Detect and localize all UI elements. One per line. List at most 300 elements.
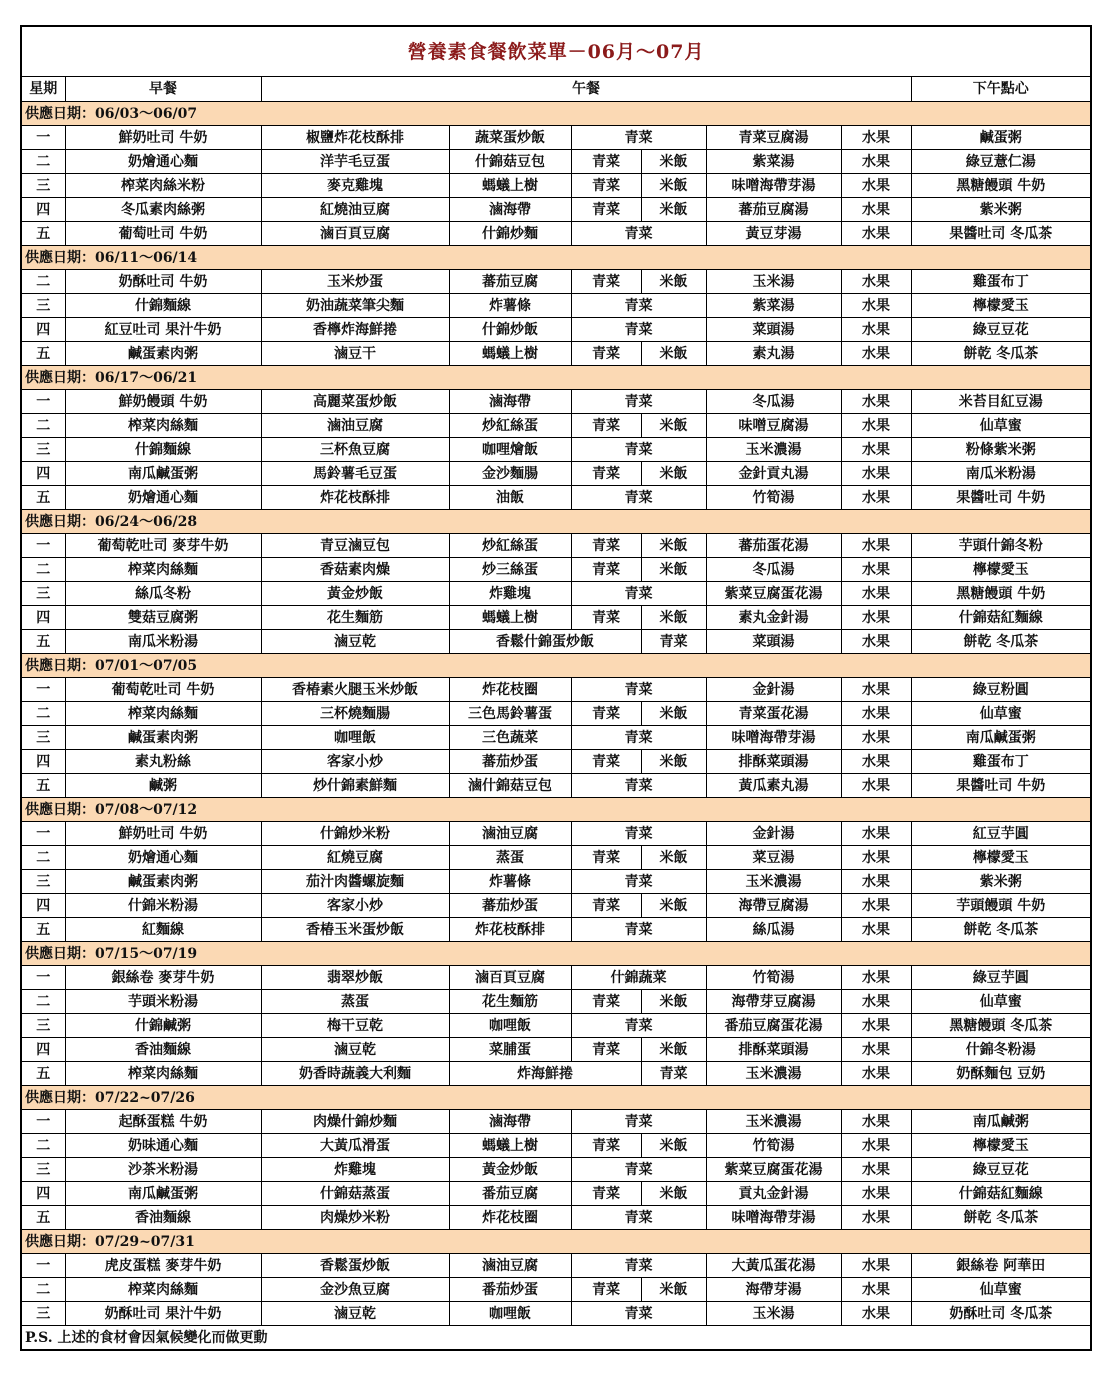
snack-cell: 南瓜鹹蛋粥 — [911, 726, 1091, 750]
snack-cell: 雞蛋布丁 — [911, 270, 1091, 294]
header-breakfast: 早餐 — [65, 77, 261, 102]
fruit-cell: 水果 — [841, 726, 911, 750]
snack-cell: 黑糖饅頭 牛奶 — [911, 174, 1091, 198]
soup-cell: 排酥菜頭湯 — [706, 1038, 841, 1062]
snack-cell: 仙草蜜 — [911, 414, 1091, 438]
main-dish-cell: 椒鹽炸花枝酥排 — [261, 126, 449, 150]
menu-row — [21, 822, 1091, 846]
breakfast-cell: 葡萄乾吐司 麥芽牛奶 — [65, 534, 261, 558]
fruit-cell: 水果 — [841, 198, 911, 222]
week-header-row — [21, 102, 1091, 126]
week-label: 供應日期： — [25, 945, 95, 962]
day-cell: 一 — [21, 1254, 65, 1278]
snack-cell: 餅乾 冬瓜茶 — [911, 630, 1091, 654]
soup-cell: 玉米濃湯 — [706, 870, 841, 894]
fruit-cell: 水果 — [841, 342, 911, 366]
menu-row — [21, 318, 1091, 342]
snack-cell: 綠豆薏仁湯 — [911, 150, 1091, 174]
fruit-cell: 水果 — [841, 174, 911, 198]
rice-cell: 米飯 — [641, 990, 706, 1014]
breakfast-cell: 葡萄吐司 牛奶 — [65, 222, 261, 246]
week-header-row — [21, 1230, 1091, 1254]
snack-cell: 奶酥吐司 冬瓜茶 — [911, 1302, 1091, 1326]
menu-row — [21, 894, 1091, 918]
breakfast-cell: 南瓜鹹蛋粥 — [65, 1182, 261, 1206]
vegetable-cell: 青菜 — [571, 294, 706, 318]
snack-cell: 什錦菇紅麵線 — [911, 1182, 1091, 1206]
fruit-cell: 水果 — [841, 318, 911, 342]
fruit-cell: 水果 — [841, 1206, 911, 1230]
week-label: 供應日期： — [25, 1089, 95, 1106]
fruit-cell: 水果 — [841, 678, 911, 702]
soup-cell: 大黃瓜蛋花湯 — [706, 1254, 841, 1278]
breakfast-cell: 紅豆吐司 果汁牛奶 — [65, 318, 261, 342]
breakfast-cell: 奶燴通心麵 — [65, 486, 261, 510]
snack-cell: 南瓜鹹粥 — [911, 1110, 1091, 1134]
day-cell: 四 — [21, 318, 65, 342]
menu-row — [21, 534, 1091, 558]
breakfast-cell: 奶酥吐司 牛奶 — [65, 270, 261, 294]
main-dish-cell: 什錦菇蒸蛋 — [261, 1182, 449, 1206]
week-range: 07/15～07/19 — [95, 945, 198, 962]
soup-cell: 黃瓜素丸湯 — [706, 774, 841, 798]
day-cell: 五 — [21, 1062, 65, 1086]
day-cell: 三 — [21, 174, 65, 198]
vegetable-cell: 青菜 — [571, 1158, 706, 1182]
menu-row — [21, 414, 1091, 438]
side-dish-cell: 滷油豆腐 — [449, 822, 571, 846]
day-cell: 一 — [21, 390, 65, 414]
week-header — [21, 654, 1091, 678]
day-cell: 三 — [21, 1014, 65, 1038]
menu-row — [21, 678, 1091, 702]
vegetable-cell: 青菜 — [571, 1014, 706, 1038]
day-cell: 三 — [21, 582, 65, 606]
soup-cell: 絲瓜湯 — [706, 918, 841, 942]
breakfast-cell: 沙茶米粉湯 — [65, 1158, 261, 1182]
soup-cell: 菜頭湯 — [706, 630, 841, 654]
week-label: 供應日期： — [25, 513, 95, 530]
side-dish-cell: 炸薯條 — [449, 294, 571, 318]
fruit-cell: 水果 — [841, 774, 911, 798]
menu-row — [21, 606, 1091, 630]
main-dish-cell: 紅燒豆腐 — [261, 846, 449, 870]
fruit-cell: 水果 — [841, 582, 911, 606]
fruit-cell: 水果 — [841, 846, 911, 870]
side-dish-cell: 炸薯條 — [449, 870, 571, 894]
breakfast-cell: 鹹粥 — [65, 774, 261, 798]
soup-cell: 味噌海帶芽湯 — [706, 726, 841, 750]
soup-cell: 金針湯 — [706, 822, 841, 846]
side-dish-cell: 炒紅絲蛋 — [449, 534, 571, 558]
day-cell: 五 — [21, 918, 65, 942]
week-range: 06/17～06/21 — [95, 369, 198, 386]
snack-cell: 南瓜米粉湯 — [911, 462, 1091, 486]
rice-cell: 米飯 — [641, 174, 706, 198]
menu-row — [21, 846, 1091, 870]
soup-cell: 青菜豆腐湯 — [706, 126, 841, 150]
main-dish-cell: 肉燥什錦炒麵 — [261, 1110, 449, 1134]
day-cell: 二 — [21, 1134, 65, 1158]
week-range: 06/03～06/07 — [95, 105, 198, 122]
main-dish-cell: 滷油豆腐 — [261, 414, 449, 438]
fruit-cell: 水果 — [841, 606, 911, 630]
vegetable-cell: 青菜 — [571, 582, 706, 606]
day-cell: 二 — [21, 414, 65, 438]
soup-cell: 青菜蛋花湯 — [706, 702, 841, 726]
vegetable-cell: 青菜 — [571, 222, 706, 246]
main-dish-cell: 黃金炒飯 — [261, 582, 449, 606]
breakfast-cell: 什錦麵線 — [65, 294, 261, 318]
side-dish-cell: 什錦菇豆包 — [449, 150, 571, 174]
vegetable-cell: 青菜 — [571, 1206, 706, 1230]
page-title: 營養素食餐飲菜單－06月～07月 — [21, 26, 1091, 77]
breakfast-cell: 鮮奶饅頭 牛奶 — [65, 390, 261, 414]
menu-row — [21, 150, 1091, 174]
snack-cell: 檸檬愛玉 — [911, 1134, 1091, 1158]
side-dish-cell: 蕃茄炒蛋 — [449, 750, 571, 774]
footnote: P.S. 上述的食材會因氣候變化而做更動 — [21, 1326, 1091, 1351]
breakfast-cell: 鹹蛋素肉粥 — [65, 726, 261, 750]
fruit-cell: 水果 — [841, 414, 911, 438]
snack-cell: 奶酥麵包 豆奶 — [911, 1062, 1091, 1086]
soup-cell: 海帶芽湯 — [706, 1278, 841, 1302]
menu-row — [21, 702, 1091, 726]
fruit-cell: 水果 — [841, 966, 911, 990]
snack-cell: 綠豆芋圓 — [911, 966, 1091, 990]
soup-cell: 竹筍湯 — [706, 966, 841, 990]
soup-cell: 素丸金針湯 — [706, 606, 841, 630]
rice-cell: 米飯 — [641, 342, 706, 366]
day-cell: 五 — [21, 222, 65, 246]
snack-cell: 果醬吐司 牛奶 — [911, 774, 1091, 798]
soup-cell: 味噌豆腐湯 — [706, 414, 841, 438]
day-cell: 五 — [21, 774, 65, 798]
week-header — [21, 1086, 1091, 1110]
fruit-cell: 水果 — [841, 462, 911, 486]
soup-cell: 竹筍湯 — [706, 486, 841, 510]
soup-cell: 海帶芽豆腐湯 — [706, 990, 841, 1014]
side-dish-cell: 咖哩燴飯 — [449, 438, 571, 462]
side-dish-cell: 滷油豆腐 — [449, 1254, 571, 1278]
week-label: 供應日期： — [25, 1233, 95, 1250]
snack-cell: 什錦冬粉湯 — [911, 1038, 1091, 1062]
main-dish-cell: 肉燥炒米粉 — [261, 1206, 449, 1230]
main-dish-cell: 炸雞塊 — [261, 1158, 449, 1182]
day-cell: 四 — [21, 750, 65, 774]
main-dish-cell: 滷豆乾 — [261, 630, 449, 654]
snack-cell: 仙草蜜 — [911, 1278, 1091, 1302]
side-dish-cell: 香鬆什錦蛋炒飯 — [449, 630, 641, 654]
fruit-cell: 水果 — [841, 870, 911, 894]
snack-cell: 餅乾 冬瓜茶 — [911, 918, 1091, 942]
vegetable-cell: 青菜 — [571, 1278, 641, 1302]
snack-cell: 檸檬愛玉 — [911, 294, 1091, 318]
breakfast-cell: 雙菇豆腐粥 — [65, 606, 261, 630]
breakfast-cell: 鮮奶吐司 牛奶 — [65, 822, 261, 846]
day-cell: 一 — [21, 126, 65, 150]
fruit-cell: 水果 — [841, 1158, 911, 1182]
menu-row — [21, 126, 1091, 150]
snack-cell: 果醬吐司 冬瓜茶 — [911, 222, 1091, 246]
breakfast-cell: 什錦米粉湯 — [65, 894, 261, 918]
vegetable-cell: 青菜 — [571, 1254, 706, 1278]
side-dish-cell: 蕃茄炒蛋 — [449, 894, 571, 918]
day-cell: 一 — [21, 966, 65, 990]
vegetable-cell: 青菜 — [641, 1062, 706, 1086]
vegetable-cell: 青菜 — [571, 150, 641, 174]
menu-row — [21, 1302, 1091, 1326]
breakfast-cell: 榨菜肉絲麵 — [65, 558, 261, 582]
day-cell: 三 — [21, 294, 65, 318]
vegetable-cell: 青菜 — [571, 1038, 641, 1062]
soup-cell: 紫菜湯 — [706, 294, 841, 318]
vegetable-cell: 青菜 — [571, 822, 706, 846]
vegetable-cell: 青菜 — [571, 174, 641, 198]
day-cell: 一 — [21, 678, 65, 702]
side-dish-cell: 炸海鮮捲 — [449, 1062, 641, 1086]
vegetable-cell: 青菜 — [571, 486, 706, 510]
vegetable-cell: 青菜 — [571, 1182, 641, 1206]
week-header — [21, 510, 1091, 534]
day-cell: 二 — [21, 702, 65, 726]
main-dish-cell: 大黃瓜滑蛋 — [261, 1134, 449, 1158]
vegetable-cell: 青菜 — [571, 558, 641, 582]
main-dish-cell: 炒什錦素鮮麵 — [261, 774, 449, 798]
vegetable-cell: 青菜 — [571, 126, 706, 150]
rice-cell: 米飯 — [641, 1182, 706, 1206]
day-cell: 五 — [21, 486, 65, 510]
breakfast-cell: 起酥蛋糕 牛奶 — [65, 1110, 261, 1134]
fruit-cell: 水果 — [841, 1278, 911, 1302]
snack-cell: 綠豆豆花 — [911, 318, 1091, 342]
day-cell: 一 — [21, 1110, 65, 1134]
rice-cell: 米飯 — [641, 150, 706, 174]
rice-cell: 米飯 — [641, 1278, 706, 1302]
day-cell: 五 — [21, 1206, 65, 1230]
soup-cell: 味噌海帶芽湯 — [706, 1206, 841, 1230]
breakfast-cell: 南瓜米粉湯 — [65, 630, 261, 654]
soup-cell: 排酥菜頭湯 — [706, 750, 841, 774]
fruit-cell: 水果 — [841, 1014, 911, 1038]
main-dish-cell: 洋芋毛豆蛋 — [261, 150, 449, 174]
week-label: 供應日期： — [25, 369, 95, 386]
snack-cell: 紫米粥 — [911, 198, 1091, 222]
vegetable-cell: 青菜 — [571, 1134, 641, 1158]
week-header-row — [21, 654, 1091, 678]
main-dish-cell: 麥克雞塊 — [261, 174, 449, 198]
day-cell: 四 — [21, 1038, 65, 1062]
side-dish-cell: 黃金炒飯 — [449, 1158, 571, 1182]
breakfast-cell: 葡萄乾吐司 牛奶 — [65, 678, 261, 702]
rice-cell: 米飯 — [641, 534, 706, 558]
fruit-cell: 水果 — [841, 1302, 911, 1326]
menu-row — [21, 174, 1091, 198]
day-cell: 二 — [21, 270, 65, 294]
snack-cell: 銀絲卷 阿華田 — [911, 1254, 1091, 1278]
soup-cell: 玉米濃湯 — [706, 1110, 841, 1134]
fruit-cell: 水果 — [841, 822, 911, 846]
week-range: 07/22~07/26 — [95, 1089, 195, 1106]
vegetable-cell: 青菜 — [641, 630, 706, 654]
vegetable-cell: 青菜 — [571, 342, 641, 366]
week-label: 供應日期： — [25, 105, 95, 122]
menu-row — [21, 750, 1091, 774]
menu-row — [21, 630, 1091, 654]
day-cell: 二 — [21, 990, 65, 1014]
week-header — [21, 102, 1091, 126]
vegetable-cell: 青菜 — [571, 750, 641, 774]
snack-cell: 芋頭饅頭 牛奶 — [911, 894, 1091, 918]
snack-cell: 餅乾 冬瓜茶 — [911, 1206, 1091, 1230]
menu-table — [20, 25, 1092, 1351]
breakfast-cell: 奶燴通心麵 — [65, 150, 261, 174]
side-dish-cell: 什錦炒飯 — [449, 318, 571, 342]
breakfast-cell: 榨菜肉絲麵 — [65, 1278, 261, 1302]
vegetable-cell: 青菜 — [571, 606, 641, 630]
vegetable-cell: 青菜 — [571, 870, 706, 894]
day-cell: 四 — [21, 1182, 65, 1206]
vegetable-cell: 青菜 — [571, 1110, 706, 1134]
soup-cell: 竹筍湯 — [706, 1134, 841, 1158]
snack-cell: 黑糖饅頭 冬瓜茶 — [911, 1014, 1091, 1038]
soup-cell: 紫菜豆腐蛋花湯 — [706, 582, 841, 606]
menu-row — [21, 1062, 1091, 1086]
main-dish-cell: 翡翠炒飯 — [261, 966, 449, 990]
menu-row — [21, 1110, 1091, 1134]
menu-row — [21, 462, 1091, 486]
day-cell: 四 — [21, 894, 65, 918]
main-dish-cell: 香鬆蛋炒飯 — [261, 1254, 449, 1278]
snack-cell: 鹹蛋粥 — [911, 126, 1091, 150]
fruit-cell: 水果 — [841, 990, 911, 1014]
vegetable-cell: 青菜 — [571, 390, 706, 414]
side-dish-cell: 炒紅絲蛋 — [449, 414, 571, 438]
side-dish-cell: 滷百頁豆腐 — [449, 966, 571, 990]
rice-cell: 米飯 — [641, 846, 706, 870]
rice-cell: 米飯 — [641, 198, 706, 222]
side-dish-cell: 螞蟻上樹 — [449, 606, 571, 630]
menu-row — [21, 966, 1091, 990]
main-dish-cell: 蒸蛋 — [261, 990, 449, 1014]
snack-cell: 果醬吐司 牛奶 — [911, 486, 1091, 510]
vegetable-cell: 青菜 — [571, 534, 641, 558]
vegetable-cell: 青菜 — [571, 198, 641, 222]
fruit-cell: 水果 — [841, 486, 911, 510]
week-header — [21, 798, 1091, 822]
menu-row — [21, 1278, 1091, 1302]
soup-cell: 菜豆湯 — [706, 846, 841, 870]
soup-cell: 貢丸金針湯 — [706, 1182, 841, 1206]
fruit-cell: 水果 — [841, 126, 911, 150]
fruit-cell: 水果 — [841, 1062, 911, 1086]
side-dish-cell: 菜脯蛋 — [449, 1038, 571, 1062]
snack-cell: 檸檬愛玉 — [911, 846, 1091, 870]
vegetable-cell: 青菜 — [571, 774, 706, 798]
side-dish-cell: 金沙麵腸 — [449, 462, 571, 486]
menu-row — [21, 198, 1091, 222]
fruit-cell: 水果 — [841, 1110, 911, 1134]
day-cell: 五 — [21, 630, 65, 654]
side-dish-cell: 炸花枝圈 — [449, 1206, 571, 1230]
side-dish-cell: 咖哩飯 — [449, 1302, 571, 1326]
week-label: 供應日期： — [25, 657, 95, 674]
rice-cell: 米飯 — [641, 894, 706, 918]
soup-cell: 味噌海帶芽湯 — [706, 174, 841, 198]
side-dish-cell: 三色蔬菜 — [449, 726, 571, 750]
side-dish-cell: 油飯 — [449, 486, 571, 510]
rice-cell: 米飯 — [641, 1134, 706, 1158]
menu-row — [21, 222, 1091, 246]
soup-cell: 玉米濃湯 — [706, 1062, 841, 1086]
main-dish-cell: 高麗菜蛋炒飯 — [261, 390, 449, 414]
breakfast-cell: 銀絲卷 麥芽牛奶 — [65, 966, 261, 990]
week-header — [21, 942, 1091, 966]
main-dish-cell: 滷百頁豆腐 — [261, 222, 449, 246]
vegetable-cell: 青菜 — [571, 846, 641, 870]
rice-cell: 米飯 — [641, 558, 706, 582]
main-dish-cell: 客家小炒 — [261, 894, 449, 918]
side-dish-cell: 炒三絲蛋 — [449, 558, 571, 582]
snack-cell: 餅乾 冬瓜茶 — [911, 342, 1091, 366]
menu-row — [21, 990, 1091, 1014]
breakfast-cell: 香油麵線 — [65, 1206, 261, 1230]
breakfast-cell: 榨菜肉絲麵 — [65, 702, 261, 726]
main-dish-cell: 香菇素肉燥 — [261, 558, 449, 582]
week-header-row — [21, 942, 1091, 966]
main-dish-cell: 紅燒油豆腐 — [261, 198, 449, 222]
breakfast-cell: 鹹蛋素肉粥 — [65, 870, 261, 894]
breakfast-cell: 南瓜鹹蛋粥 — [65, 462, 261, 486]
main-dish-cell: 滷豆乾 — [261, 1302, 449, 1326]
main-dish-cell: 花生麵筋 — [261, 606, 449, 630]
menu-row — [21, 1182, 1091, 1206]
breakfast-cell: 紅麵線 — [65, 918, 261, 942]
snack-cell: 紅豆芋圓 — [911, 822, 1091, 846]
menu-row — [21, 438, 1091, 462]
snack-cell: 黑糖饅頭 牛奶 — [911, 582, 1091, 606]
day-cell: 一 — [21, 534, 65, 558]
main-dish-cell: 金沙魚豆腐 — [261, 1278, 449, 1302]
vegetable-cell: 青菜 — [571, 918, 706, 942]
fruit-cell: 水果 — [841, 918, 911, 942]
soup-cell: 番茄豆腐蛋花湯 — [706, 1014, 841, 1038]
day-cell: 三 — [21, 1302, 65, 1326]
week-header-row — [21, 246, 1091, 270]
main-dish-cell: 三杯魚豆腐 — [261, 438, 449, 462]
breakfast-cell: 什錦麵線 — [65, 438, 261, 462]
main-dish-cell: 客家小炒 — [261, 750, 449, 774]
side-dish-cell: 炸花枝圈 — [449, 678, 571, 702]
day-cell: 二 — [21, 1278, 65, 1302]
week-header-row — [21, 1086, 1091, 1110]
day-cell: 四 — [21, 462, 65, 486]
main-dish-cell: 馬鈴薯毛豆蛋 — [261, 462, 449, 486]
snack-cell: 什錦菇紅麵線 — [911, 606, 1091, 630]
soup-cell: 玉米濃湯 — [706, 438, 841, 462]
header-day: 星期 — [21, 77, 65, 102]
breakfast-cell: 鹹蛋素肉粥 — [65, 342, 261, 366]
side-dish-cell: 炸花枝酥排 — [449, 918, 571, 942]
day-cell: 一 — [21, 822, 65, 846]
snack-cell: 檸檬愛玉 — [911, 558, 1091, 582]
menu-row — [21, 390, 1091, 414]
side-dish-cell: 滷海帶 — [449, 198, 571, 222]
side-dish-cell: 番茄炒蛋 — [449, 1278, 571, 1302]
main-dish-cell: 炸花枝酥排 — [261, 486, 449, 510]
day-cell: 三 — [21, 438, 65, 462]
soup-cell: 紫菜湯 — [706, 150, 841, 174]
